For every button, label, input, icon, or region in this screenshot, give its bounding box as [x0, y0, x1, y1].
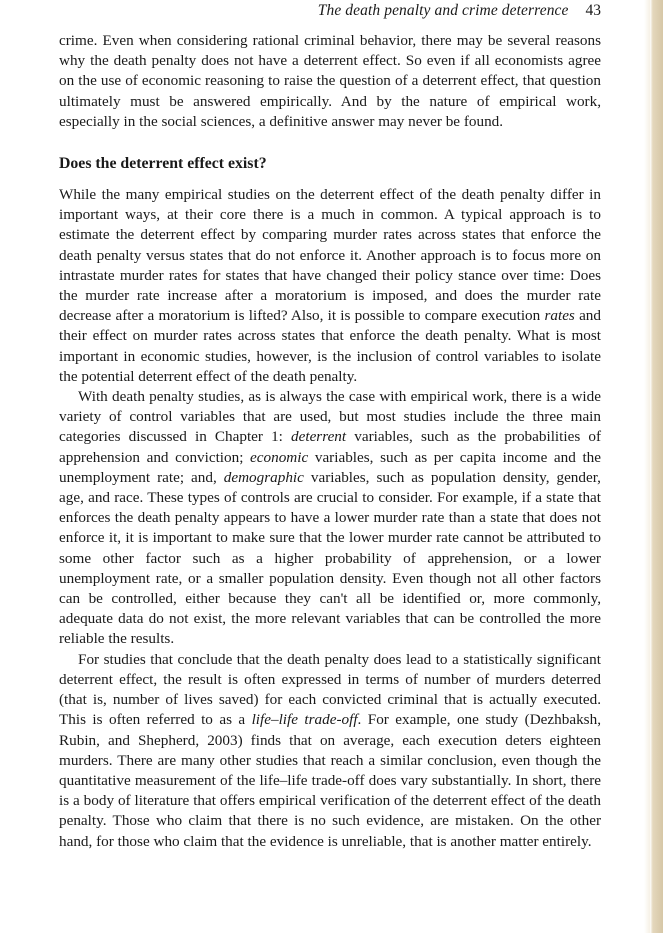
- paragraph-text-part: With death penalty studies, as is always the case with empirical work, there is a wide variety of control variables that are used, but most studies include the three main categories discussed in Chapter 1:: [59, 388, 601, 446]
- paragraph-text-part: While the many empirical studies on the deterrent effect of the death penalty differ in important ways, at their core there is a much in common. A typical approach is to estimate the deterrent effect by comparing murder rates across states that enforce the death penalty versus states that do not enforce it. Another approach is to focus more on intrastate murder rates for states that have changed their policy stance over time: Does the murder rate increase after a moratorium is imposed, and does the murder rate decrease after a moratorium is lifted? Also, it is possible to compare execution: [59, 186, 601, 325]
- spacer-before-heading: [59, 132, 601, 154]
- emphasis-deterrent: deterrent: [291, 428, 347, 446]
- paragraph-text-part: For studies that conclude that the death penalty does lead to a statistically significant deterrent effect, the result is often expressed in terms of number of murders deterred (that is, number of lives saved) for each convicted criminal that is actually executed. This is often referred to as a: [59, 650, 601, 729]
- emphasis-life-life-trade-off: life–life trade-off: [251, 711, 358, 729]
- paragraph-life-life-tradeoff: [59, 650, 601, 852]
- running-head-title: The death penalty and crime deterrence: [317, 2, 569, 19]
- spacer-after-heading: [59, 174, 601, 185]
- paragraph-text-part: variables, such as per capita income and the unemployment rate; and,: [59, 448, 602, 486]
- paragraph-text: crime. Even when considering rational criminal behavior, there may be several reasons why the death penalty does not have a deterrent effect. So even if all economists agree on the use of economic reasoning to raise the question of a deterrent effect, that question ultimately must be answered empirically. And by the nature of empirical work, especially in the social sciences, a definitive answer may never be found.: [59, 32, 601, 130]
- running-head: [59, 0, 601, 25]
- emphasis-demographic: demographic: [223, 468, 304, 486]
- page-number: 43: [585, 2, 601, 19]
- scan-binding-edge: [650, 0, 663, 933]
- section-heading: Does the deterrent effect exist?: [59, 155, 267, 173]
- paragraph-text-part: variables, such as population density, gender, age, and race. These types of controls are crucial to consider. For example, if a state that enforces the death penalty appears to have a lower murder rate than a state that does not enforce it, it is important to make sure that the lower murder rate cannot be attributed to some other factor such as a higher probability of apprehension, or a lower unemployment rate, or a smaller population density. Even though not all other factors can be controlled, either because they can't all be identified or, more commonly, adequate data do not exist, the more relevant variables that can be controlled the more reliable the results.: [59, 468, 601, 648]
- paragraph-deterrent-studies: [59, 185, 601, 387]
- paragraph-continuation: [59, 31, 601, 132]
- page-content: [59, 0, 601, 852]
- paragraph-text-part: variables, such as the probabilities of apprehension and conviction;: [59, 428, 601, 466]
- paragraph-control-variables: [59, 387, 601, 650]
- emphasis-rates: rates: [544, 307, 575, 325]
- emphasis-economic: economic: [250, 448, 309, 466]
- paragraph-text-part: and their effect on murder rates across states that enforce the death penalty. What is most important in economic studies, however, is the inclusion of control variables to isolate the potential deterrent effect of the death penalty.: [59, 307, 601, 385]
- paragraph-text-part: . For example, one study (Dezhbaksh, Rubin, and Shepherd, 2003) finds that on average, each execution deters eighteen murders. There are many other studies that reach a similar conclusion, even though the quantitative measurement of the life–life trade-off does vary substantially. In short, there is a body of literature that offers empirical verification of the deterrent effect of the death penalty. Those who claim that there is no such evidence, are mistaken. On the other hand, for those who claim that the evidence is unreliable, that is another matter entirely.: [59, 711, 601, 850]
